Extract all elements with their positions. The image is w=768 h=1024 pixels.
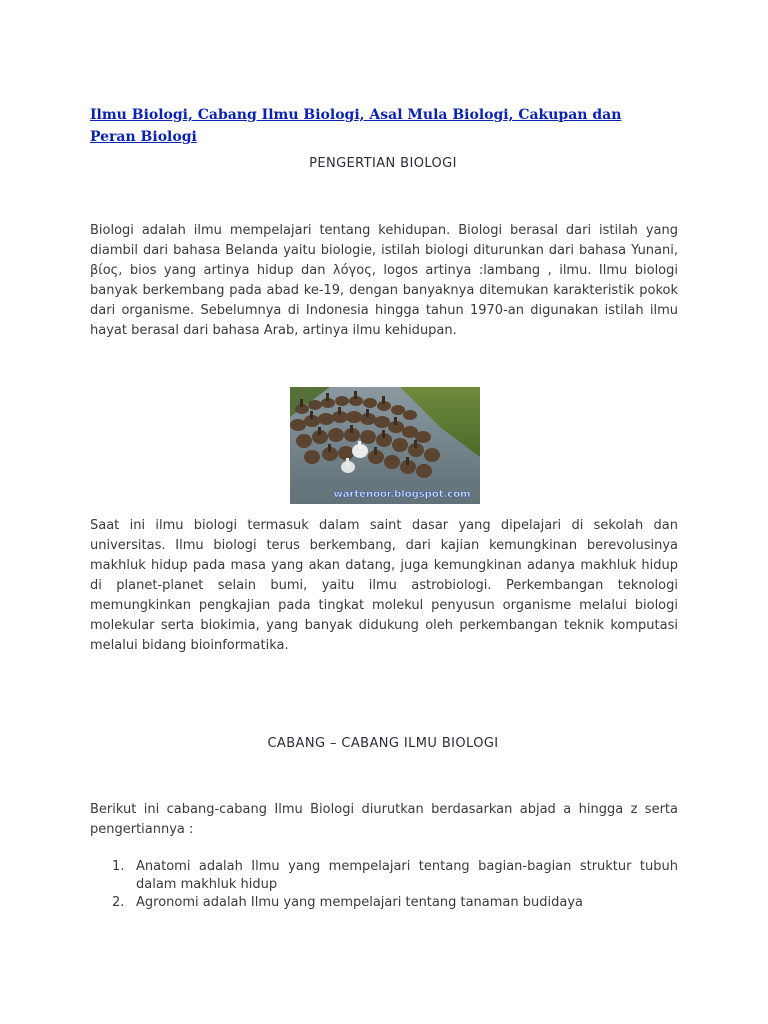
paragraph-list-intro: Berikut ini cabang-cabang Ilmu Biologi diurutkan berdasarkan abjad a hingga z serta pengertiannya : (90, 802, 678, 837)
ducks-photo (290, 387, 480, 504)
image-watermark: wartenoor.blogspot.com (333, 489, 471, 500)
heading-cabang-ilmu-biologi: CABANG – CABANG ILMU BIOLOGI (267, 736, 499, 751)
list-item-number: 2. (112, 895, 125, 910)
heading-pengertian-biologi: PENGERTIAN BIOLOGI (309, 156, 457, 171)
list-item-number: 1. (112, 859, 125, 874)
paragraph-development: Saat ini ilmu biologi termasuk dalam saint dasar yang dipelajari di sekolah dan universitas. Ilmu biologi terus berkembang, dari kajian kemungkinan berevolusinya makhluk hidup pada masa yang akan datang, juga kemungkinan adanya makhluk hidup di planet-planet selain bumi, yaitu ilmu astrobiologi. Perkembangan teknologi memungkinkan pengkajian pada tingkat molekul penyusun organisme melalui biologi molekular serta biokimia, yang banyak didukung oleh perkembangan teknik komputasi melalui bidang bioinformatika. (90, 518, 678, 653)
list-item-text: Agronomi adalah Ilmu yang mempelajari tentang tanaman budidaya (136, 895, 584, 910)
paragraph-definition: Biologi adalah ilmu mempelajari tentang kehidupan. Biologi berasal dari istilah yang diambil dari bahasa Belanda yaitu biologie, istilah biologi diturunkan dari bahasa Yunani, βίος, bios yang artinya hidup dan λόγος, logos artinya :lambang , ilmu. Ilmu biologi banyak berkembang pada abad ke-19, dengan banyaknya ditemukan karakteristik pokok dari organisme. Sebelumnya di Indonesia hingga tahun 1970-an digunakan istilah ilmu hayat berasal dari bahasa Arab, artinya ilmu kehidupan. (90, 223, 678, 338)
article-title-link[interactable]: Ilmu Biologi, Cabang Ilmu Biologi, Asal Mula Biologi, Cakupan dan Peran Biologi (90, 107, 622, 145)
list-item-text: Anatomi adalah Ilmu yang mempelajari tentang bagian-bagian struktur tubuh dalam makhluk hidup (136, 859, 678, 892)
list-item (90, 858, 678, 894)
list-item (90, 894, 678, 912)
branches-list (90, 858, 678, 912)
